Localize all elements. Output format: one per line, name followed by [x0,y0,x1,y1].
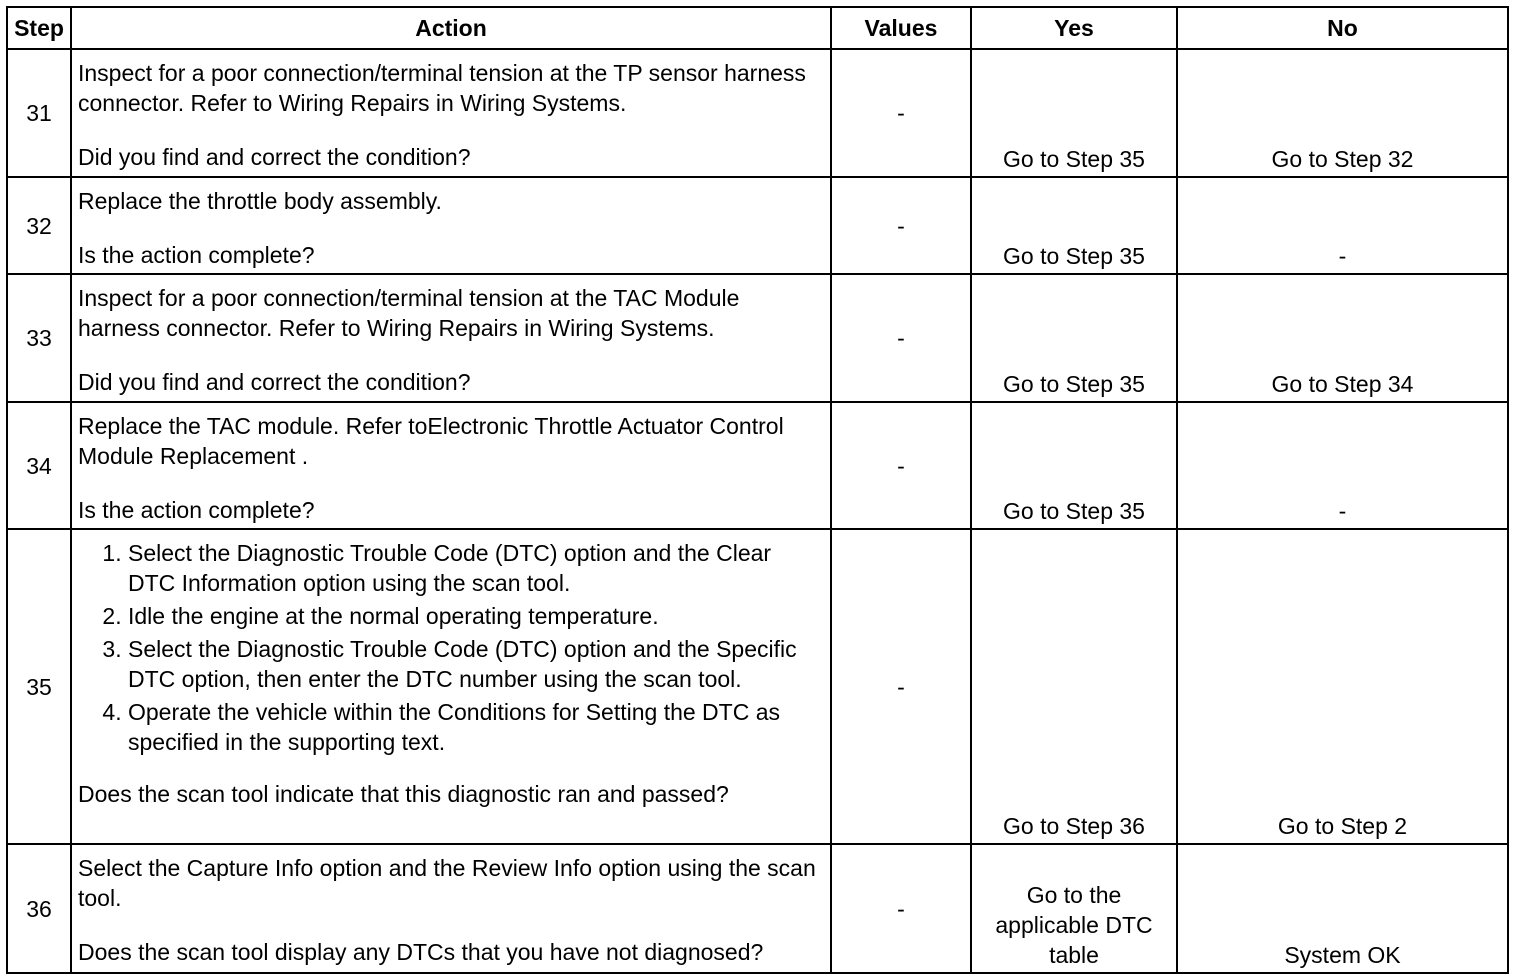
diagnostic-table [6,6,1509,974]
step-number: 36 [7,844,71,973]
action-instruction: Select the Capture Info option and the Review Info option using the scan tool. [78,855,816,911]
yes-cell: Go to Step 35 [971,49,1177,177]
step-number: 34 [7,402,71,529]
table-row [7,274,1508,402]
yes-cell: Go to Step 36 [971,529,1177,844]
yes-cell [971,844,1177,973]
action-cell [71,529,831,844]
action-instruction: Replace the throttle body assembly. [78,188,442,214]
procedure-step: 4. Operate the vehicle within the Conditions for Setting the DTC as specified in the supporting text. [128,697,824,757]
action-question: Does the scan tool indicate that this diagnostic ran and passed? [78,781,729,807]
procedure-step: 3. Select the Diagnostic Trouble Code (DTC) option and the Specific DTC option, then enter the DTC number using the scan tool. [128,634,824,694]
header-step: Step [7,7,71,49]
no-cell: System OK [1177,844,1508,973]
no-cell: Go to Step 34 [1177,274,1508,402]
header-yes: Yes [971,7,1177,49]
procedure-step: 1. Select the Diagnostic Trouble Code (DTC) option and the Clear DTC Information option using the scan tool. [128,538,824,598]
header-values: Values [831,7,971,49]
action-instruction: Inspect for a poor connection/terminal tension at the TP sensor harness connector. Refer to Wiring Repairs in Wiring Systems. [78,60,806,116]
values-cell: - [831,177,971,274]
values-cell: - [831,844,971,973]
values-cell: - [831,49,971,177]
action-cell [71,49,831,177]
values-cell: - [831,529,971,844]
action-cell [71,844,831,973]
action-cell [71,402,831,529]
yes-cell: Go to Step 35 [971,177,1177,274]
action-instruction: Inspect for a poor connection/terminal tension at the TAC Module harness connector. Refer to Wiring Repairs in Wiring Systems. [78,285,740,341]
yes-cell: Go to Step 35 [971,274,1177,402]
values-cell: - [831,274,971,402]
action-question: Is the action complete? [78,242,315,268]
values-cell: - [831,402,971,529]
action-cell [71,177,831,274]
table-row [7,49,1508,177]
procedure-list [78,538,824,757]
yes-cell-text: Go to the applicable DTC table [995,882,1153,968]
table-header-row [7,7,1508,49]
no-cell: - [1177,177,1508,274]
procedure-step: 2. Idle the engine at the normal operating temperature. [128,601,824,631]
action-cell [71,274,831,402]
table-row [7,529,1508,844]
action-question: Is the action complete? [78,497,315,523]
yes-cell: Go to Step 35 [971,402,1177,529]
no-cell: Go to Step 2 [1177,529,1508,844]
no-cell: Go to Step 32 [1177,49,1508,177]
action-question: Does the scan tool display any DTCs that you have not diagnosed? [78,939,764,965]
step-number: 35 [7,529,71,844]
action-instruction: Replace the TAC module. Refer toElectronic Throttle Actuator Control Module Replacement . [78,413,784,469]
step-number: 32 [7,177,71,274]
no-cell: - [1177,402,1508,529]
table-row [7,402,1508,529]
header-no: No [1177,7,1508,49]
table-row [7,177,1508,274]
action-question: Did you find and correct the condition? [78,369,471,395]
table-row [7,844,1508,973]
step-number: 31 [7,49,71,177]
header-action: Action [71,7,831,49]
step-number: 33 [7,274,71,402]
action-question: Did you find and correct the condition? [78,144,471,170]
